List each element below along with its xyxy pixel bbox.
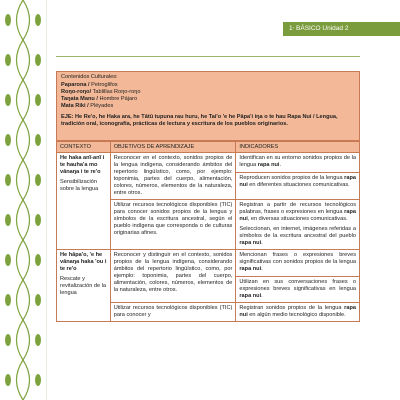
header-contexto: CONTEXTO (57, 142, 111, 153)
cultural-contents-box (56, 71, 360, 141)
objective-cell: Reconocer y distinguir en el contexto, sonidos propios de la lengua indígena, considerando ámbitos del repertorio lingüístico, como, por ejemplo: toponimia, partes del cuerpo, alimentación, colores, números, elementos de la naturaleza, entre otros. (110, 250, 236, 303)
table-row (57, 153, 360, 200)
leaf-pattern-icon (0, 0, 46, 400)
table-header-row (57, 142, 360, 153)
objective-cell: Reconocer en el contexto, sonidos propios de la lengua indígena, considerando ámbitos del repertorio lingüístico, como, por ejemplo: toponimia, partes del cuerpo, alimentación, colores, números, elementos de la naturaleza, entre otros. (110, 153, 236, 200)
decorative-border (0, 0, 47, 400)
eje-text: EJE: He Re'o, he Haka ara, he Tātū tupuna rau huru, he Tai'o 'e he Pāpa'i iŋa o te hau Rapa Nui / Lengua, tradición oral, iconografía, prácticas de lectura y escritura de los pueblos originarios. (61, 114, 338, 127)
context-subtitle: Sensibilización sobre la lengua (60, 179, 99, 192)
context-title: He haka anĩ-anĩ i te hauha'a mo vānaŋa i te re'o (60, 155, 105, 175)
indicator-text: Seleccionan, en internet, imágenes referidas a símbolos de la escritura ancestral del pueblo rapa nui. (239, 226, 356, 246)
context-subtitle: Rescate y revitalización de la lengua (60, 276, 107, 296)
content-item: Paparona / Petroglifos (61, 82, 118, 88)
indicator-cell (236, 200, 360, 250)
objective-cell: Utilizar recursos tecnológicos disponibles (TIC) para conocer sonidos propios de la lengua y símbolos de la escritura ancestral, según el pueblo indígena que corresponda o de culturas originarias afines. (110, 200, 236, 250)
indicator-text: Identifican en su entorno sonidos propios de la lengua rapa nui. (239, 155, 356, 168)
context-cell (57, 250, 111, 322)
indicator-cell (236, 250, 360, 303)
indicator-text: Registran a partir de recursos tecnológicos palabras, frases o expresiones en lengua rapa nui, en diversas situaciones comunicativas. (239, 202, 356, 222)
indicator-cell: Registran sonidos propios de la lengua rapa nui en algún medio tecnológico disponible. (236, 303, 360, 322)
context-cell (57, 153, 111, 250)
header-divider (56, 56, 360, 57)
indicator-text: Reproducen sonidos propios de la lengua rapa nui en diferentes situaciones comunicativas. (239, 175, 356, 188)
curriculum-table (56, 141, 360, 322)
content-item: Roŋo-roŋo/ Tablillas Roŋo-roŋo (61, 89, 141, 95)
content-item: Mata Riki / Pléyades (61, 103, 114, 109)
content-item: Taŋata Manu / Hombre Pájaro (61, 96, 138, 102)
objective-cell: Utilizar recursos tecnológicos disponibles (TIC) para conocer y (110, 303, 236, 322)
context-title: He hāpa'o, 'e he vānaŋa haka 'ou i te re'o (60, 252, 107, 272)
indicator-text: Utilizan en sus conversaciones frases o expresiones breves significativas en lengua rapa nui. (239, 279, 356, 299)
indicator-cell (236, 153, 360, 200)
table-row (57, 250, 360, 303)
indicator-text: Mencionan frases o expresiones breves significativas con sonidos propios de la lengua rapa nui. (239, 252, 356, 272)
header-objetivos: OBJETIVOS DE APRENDIZAJE (110, 142, 236, 153)
cultural-contents-heading: Contenidos Culturales: (61, 74, 118, 80)
grade-unit-badge: 1° BÁSICO Unidad 2 (283, 22, 400, 36)
header-indicadores: INDICADORES (236, 142, 360, 153)
